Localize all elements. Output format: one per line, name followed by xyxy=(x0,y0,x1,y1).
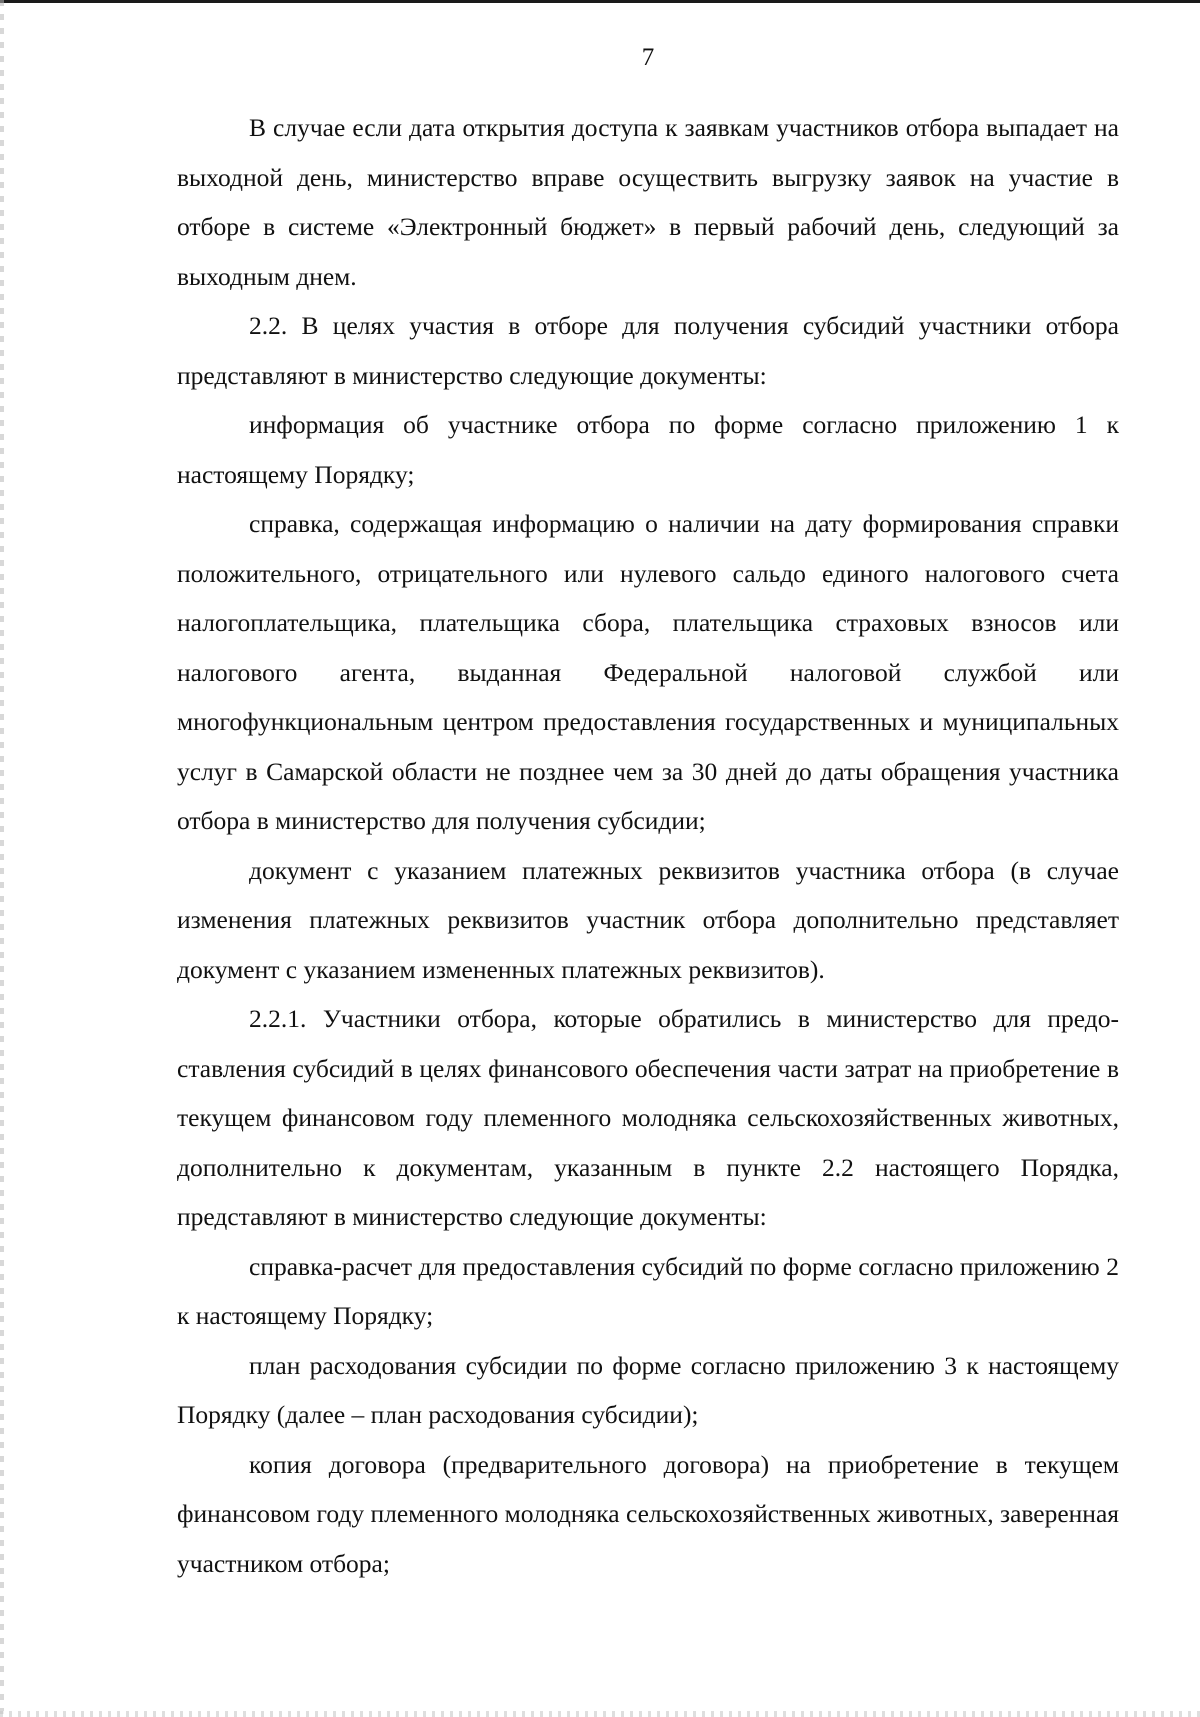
document-body xyxy=(177,103,1119,1588)
paragraph-spending-plan: план расходования субсидии по форме согласно приложению 3 к настоящему Порядку (далее – план расходования субсидии); xyxy=(177,1350,1119,1429)
paragraph-2-2-1: 2.2.1. Участники отбора, которые обратились в министерство для предоставления субсидий в целях финансового обеспечения части затрат на приобретение в текущем финансовом году племенного молодняка сельскохозяйственных животных, дополнительно к документам, указанным в пункте 2.2 настоящего Порядка, представляют в министерство следующие документы: xyxy=(177,1004,1119,1231)
scan-bottom-edge xyxy=(0,1711,1200,1717)
page-number: 7 xyxy=(641,44,655,71)
top-border-line xyxy=(0,0,1200,3)
paragraph-payment-details: документ с указанием платежных реквизитов участника отбора (в случае изменения платежных реквизитов участник отбора дополнительно представляет документ с указанием измененных платежных реквизитов). xyxy=(177,855,1119,984)
paragraph-calculation-certificate: справка-расчет для предоставления субсидий по форме согласно приложению 2 к настоящему Порядку; xyxy=(177,1251,1119,1330)
paragraph-participant-info: информация об участнике отбора по форме согласно приложению 1 к настоящему Порядку; xyxy=(177,410,1119,489)
paragraph-weekend-upload: В случае если дата открытия доступа к заявкам участников отбора выпадает на выходной день, министерство вправе осуществить выгрузку заявок на участие в отборе в системе «Электронный бюджет» в первый рабочий день, следующий за выходным днем. xyxy=(177,113,1119,291)
paragraph-2-2: 2.2. В целях участия в отборе для получения субсидий участники отбора представляют в министерство следующие документы: xyxy=(177,311,1119,390)
scan-left-edge xyxy=(0,0,4,1717)
paragraph-tax-certificate: справка, содержащая информацию о наличии на дату формирования справки положительного, отрицательного или нулевого сальдо единого налогового счета налогоплательщика, плательщика сбора, плательщика страховых взносов или налогового агента, выданная Федеральной налоговой службой или многофункциональным центром предоставления государственных и муниципальных услуг в Самарской области не позднее чем за 30 дней до даты обращения участника отбора в министерство для получения субсидии; xyxy=(177,509,1119,835)
paragraph-contract-copy: копия договора (предварительного договора) на приобретение в текущем финансовом году племенного молодняка сельскохозяйственных животных, заверенная участником отбора; xyxy=(177,1449,1119,1578)
